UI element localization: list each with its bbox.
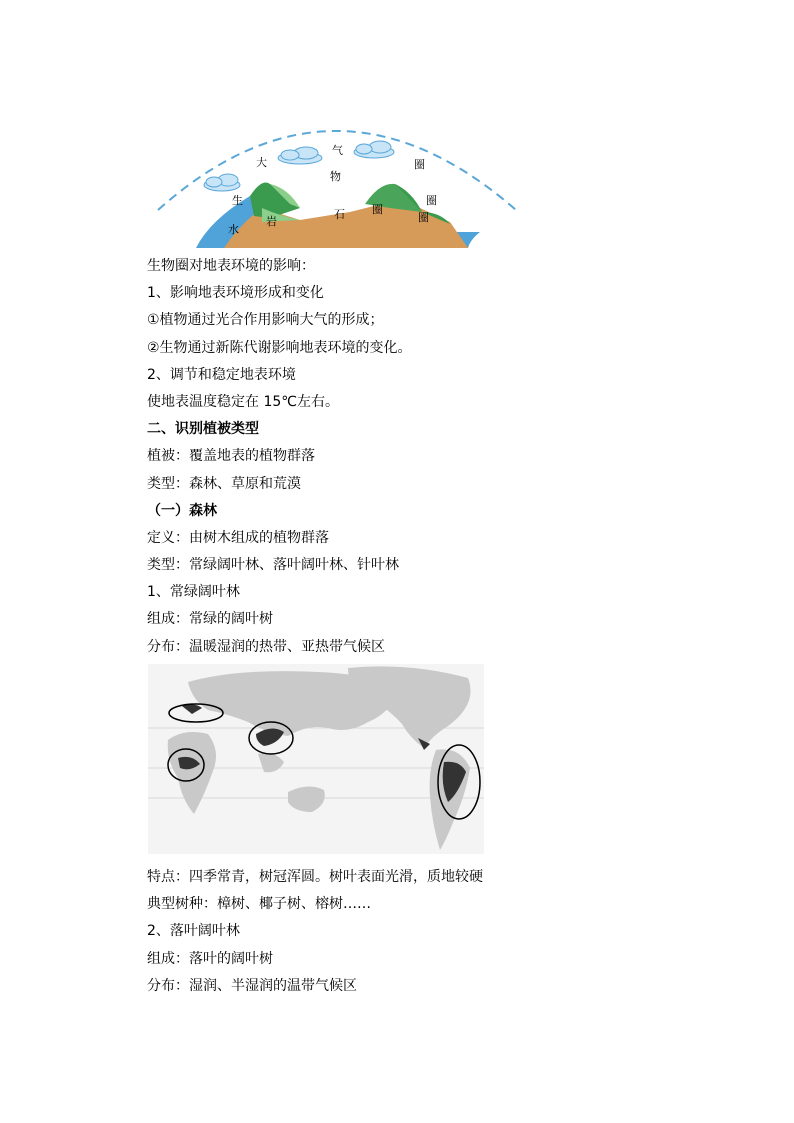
text-line: 分布：湿润、半湿润的温带气候区 xyxy=(147,977,357,994)
label-quan-low: 圈 xyxy=(418,211,429,224)
text-line: 2、落叶阔叶林 xyxy=(147,923,240,940)
text-line: 类型：常绿阔叶林、落叶阔叶林、针叶林 xyxy=(147,557,399,574)
text-line: ②生物通过新陈代谢影响地表环境的变化。 xyxy=(147,339,412,356)
label-shui: 水 xyxy=(228,223,239,236)
text-line: 特点：四季常青，树冠浑圆。树叶表面光滑，质地较硬 xyxy=(147,869,483,885)
text-line: ①植物通过光合作用影响大气的形成； xyxy=(147,312,384,329)
cloud-left xyxy=(204,174,240,191)
biosphere-illustration xyxy=(150,112,520,252)
biosphere-diagram xyxy=(150,112,520,252)
label-shi: 石 xyxy=(334,208,345,221)
world-map-illustration xyxy=(148,664,484,854)
label-da: 大 xyxy=(256,156,267,169)
cloud-middle xyxy=(278,147,322,164)
text-line: 定义：由树木组成的植物群落 xyxy=(147,529,329,546)
cloud-right xyxy=(354,141,394,158)
text-line: 植被：覆盖地表的植物群落 xyxy=(147,448,315,465)
label-quan-right: 圈 xyxy=(426,194,437,207)
text-line: 典型树种：樟树、椰子树、榕树…… xyxy=(147,896,371,913)
label-wu: 物 xyxy=(330,170,341,183)
text-line: 1、影响地表环境形成和变化 xyxy=(147,285,324,302)
world-map-evergreen-forest xyxy=(148,664,484,854)
text-line: 组成：常绿的阔叶树 xyxy=(147,611,273,628)
text-block-top xyxy=(147,253,747,661)
text-line: 组成：落叶的阔叶树 xyxy=(147,950,273,967)
text-line: 使地表温度稳定在 15℃左右。 xyxy=(147,393,339,410)
label-quan-mid: 圈 xyxy=(372,203,383,216)
section-heading: 二、识别植被类型 xyxy=(147,421,259,438)
label-quan-top: 圈 xyxy=(414,158,425,171)
text-line: 2、调节和稳定地表环境 xyxy=(147,366,296,383)
text-block-bottom xyxy=(147,864,747,1000)
text-line: 1、常绿阔叶林 xyxy=(147,584,240,601)
text-line: 分布：温暖湿润的热带、亚热带气候区 xyxy=(147,638,385,655)
label-qi: 气 xyxy=(332,144,343,157)
label-sheng: 生 xyxy=(232,194,243,207)
text-line: 类型：森林、草原和荒漠 xyxy=(147,475,301,492)
text-line: 生物圈对地表环境的影响： xyxy=(147,258,315,274)
subsection-heading: （一）森林 xyxy=(147,502,217,519)
label-yan: 岩 xyxy=(266,215,277,228)
